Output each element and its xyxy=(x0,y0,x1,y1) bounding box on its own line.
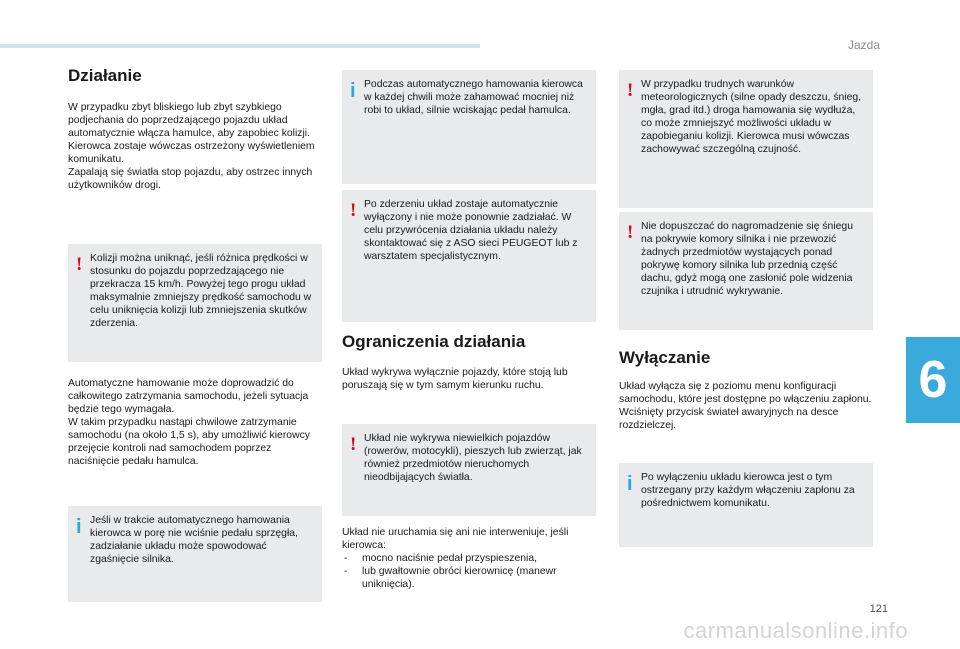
info-box xyxy=(68,506,322,602)
info-box xyxy=(619,463,873,547)
warning-text: Nie dopuszczać do nagromadzenie się śniegu na pokrywie komory silnika i nie przewozić żadnych przedmiotów wystających ponad pokrywę komory silnika lub przednią część dachu, gdyż mogą one zasłonić pole widzenia czujnika i utrudnić wykrywanie. xyxy=(641,221,853,297)
paragraph-line: Kierowca zostaje wówczas ostrzeżony wyświetleniem komunikatu. xyxy=(68,141,315,165)
warning-icon: ! xyxy=(627,222,634,243)
warning-icon: ! xyxy=(350,200,357,221)
paragraph-line: W takim przypadku nastąpi chwilowe zatrzymanie samochodu (na około 1,5 s), aby umożliwić kierowcy przejęcie kontroli nad samochodem poprzez naciśnięcie pedału hamulca. xyxy=(68,417,310,467)
warning-text: Kolizji można uniknąć, jeśli różnica prędkości w stosunku do pojazdu poprzedzającego nie przekracza 15 km/h. Powyżej tego progu układ maksymalnie zmniejszy prędkość samochodu w celu uniknięcia kolizji lub zmniejszenia skutków zderzenia. xyxy=(90,253,312,329)
paragraph-line: Wciśnięty przycisk świateł awaryjnych na desce rozdzielczej. xyxy=(619,407,839,431)
paragraph-line: Układ wyłącza się z poziomu menu konfiguracji samochodu, które jest dostępne po włączeniu zapłonu. xyxy=(619,381,872,405)
warning-text: W przypadku trudnych warunków meteorologicznych (silne opady deszczu, śnieg, mgła, grad itd.) droga hamowania się wydłuża, co może zmniejszyć możliwości układu w zapobieganiu kolizji. Kierowca musi wówczas zachowywać szczególną czujność. xyxy=(641,79,862,155)
list-item: - lub gwałtownie obróci kierownicę (manewr uniknięcia). xyxy=(342,565,596,591)
warning-icon: ! xyxy=(76,254,83,275)
page-number: 121 xyxy=(869,603,888,615)
warning-box xyxy=(68,244,322,362)
warning-box xyxy=(342,190,596,322)
chapter-tab: 6 xyxy=(906,337,960,423)
warning-text: Po zderzeniu układ zostaje automatycznie wyłączony i nie może ponownie zadziałać. W celu przywrócenia działania układu należy skontaktować się z ASO sieci PEUGEOT lub z warsztatem specjalistycznym. xyxy=(364,199,578,262)
header-accent-bar xyxy=(0,44,480,48)
info-text: Po wyłączeniu układu kierowca jest o tym ostrzegany przy każdym włączeniu zapłonu za pośrednictwem komunikatu. xyxy=(641,472,855,509)
info-text: Podczas automatycznego hamowania kierowca w każdej chwili może zahamować mocniej niż robi to układ, silnie wciskając pedał hamulca. xyxy=(364,79,583,116)
section-title-ograniczenia: Ograniczenia działania xyxy=(342,332,526,351)
paragraph-line: Automatyczne hamowanie może doprowadzić do całkowitego zatrzymania samochodu, jeżeli sytuacja będzie tego wymagała. xyxy=(68,378,309,415)
conditions-paragraph xyxy=(342,526,596,591)
watermark: carmanualsonline.info xyxy=(683,618,908,643)
intro-paragraph xyxy=(68,101,322,192)
info-icon: i xyxy=(627,473,633,495)
section-title-wylaczanie: Wyłączanie xyxy=(619,348,711,367)
warning-box xyxy=(619,212,873,330)
info-icon: i xyxy=(350,80,356,102)
deactivation-paragraph xyxy=(619,380,873,432)
info-text: Jeśli w trakcie automatycznego hamowania kierowca w porę nie wciśnie pedału sprzęgła, zadziałanie układu może spowodować zgaśnięcie silnika. xyxy=(90,515,298,565)
warning-icon: ! xyxy=(350,434,357,455)
limits-paragraph: Układ wykrywa wyłącznie pojazdy, które stoją lub poruszają się w tym samym kierunku ruchu. xyxy=(342,367,568,391)
warning-text: Układ nie wykrywa niewielkich pojazdów (rowerów, motocykli), pieszych lub zwierząt, jak również przedmiotów nieruchomych nieodbijających światła. xyxy=(364,433,582,483)
paragraph-line: W przypadku zbyt bliskiego lub zbyt szybkiego podjechania do poprzedzającego pojazdu układ automatycznie włącza hamulce, aby zapobiec kolizji. xyxy=(68,102,310,139)
info-box xyxy=(342,70,596,184)
section-title-dzialanie: Działanie xyxy=(68,66,142,85)
section-label: Jazda xyxy=(847,38,880,52)
list-item: - mocno naciśnie pedał przyspieszenia, xyxy=(342,552,596,565)
warning-box xyxy=(619,70,873,208)
paragraph-line: Układ nie uruchamia się ani nie interweniuje, jeśli kierowca: xyxy=(342,527,569,551)
warning-box xyxy=(342,424,596,516)
warning-icon: ! xyxy=(627,80,634,101)
paragraph-line: Zapalają się światła stop pojazdu, aby ostrzec innych użytkowników drogi. xyxy=(68,167,313,191)
info-icon: i xyxy=(76,516,82,538)
braking-paragraph xyxy=(68,377,322,468)
conditions-list xyxy=(342,552,596,591)
